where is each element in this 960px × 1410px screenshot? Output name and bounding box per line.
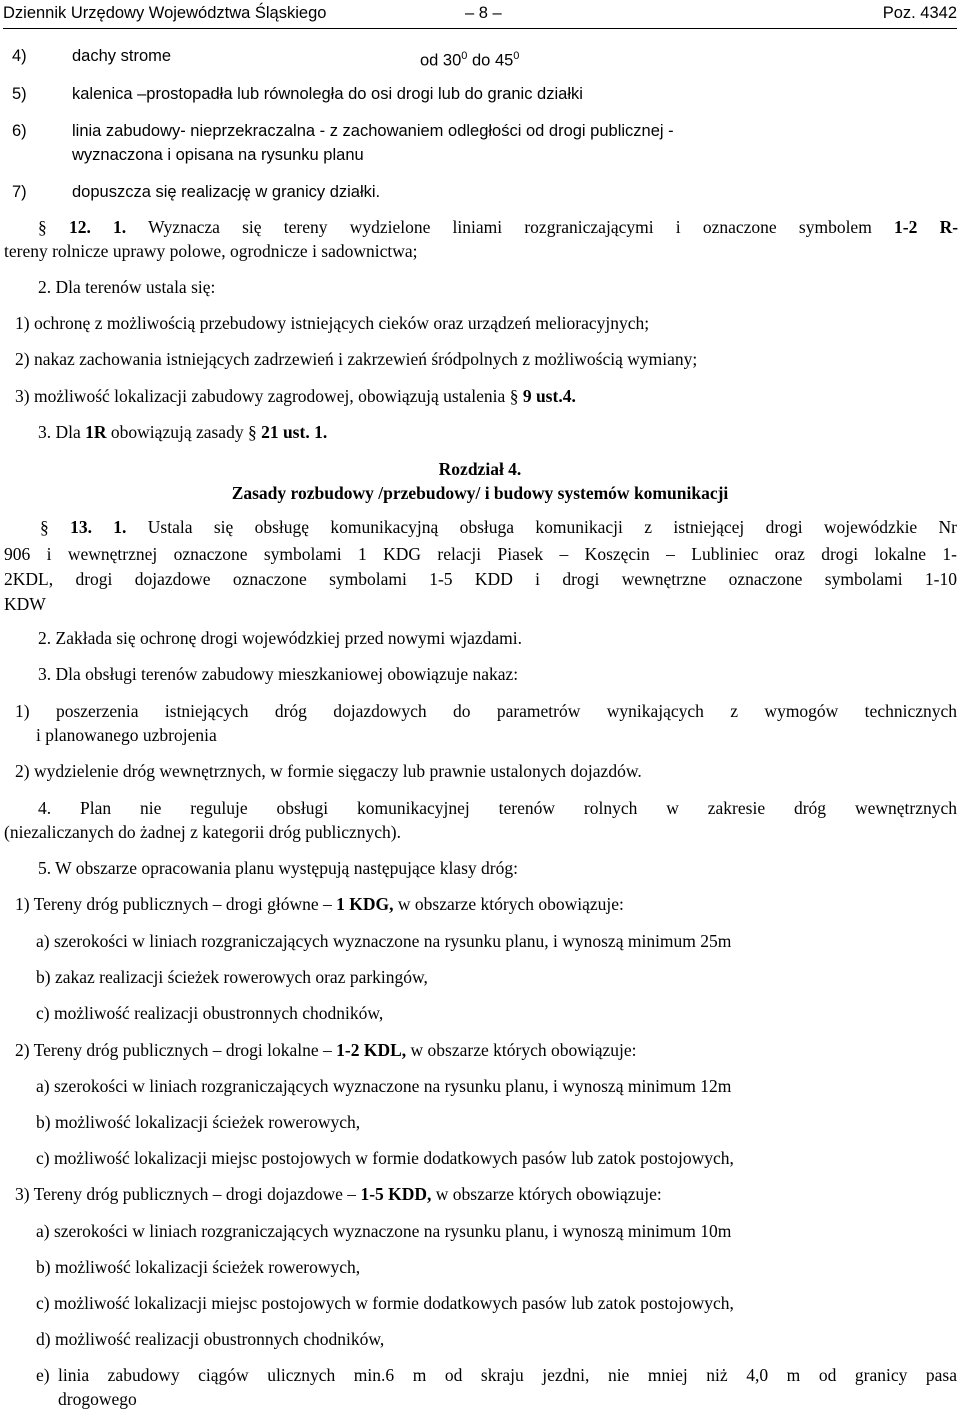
journal-title: Dziennik Urzędowy Województwa Śląskiego <box>3 4 327 22</box>
page-number: – 8 – <box>465 4 502 22</box>
chapter-title: Rozdział 4. <box>438 459 522 479</box>
chapter-subtitle: Zasady rozbudowy /przebudowy/ i budowy systemów komunikacji <box>231 483 729 503</box>
header-rule <box>3 28 957 29</box>
position-number: Poz. 4342 <box>882 4 957 22</box>
page-header <box>3 2 957 24</box>
